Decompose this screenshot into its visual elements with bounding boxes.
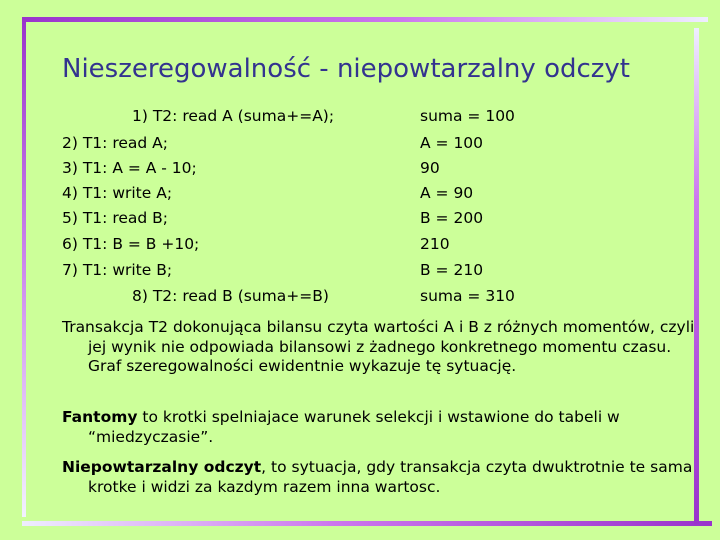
left-decorative-bar — [22, 17, 26, 517]
paragraph-niepowtarzalny-odczyt — [62, 458, 708, 497]
step-2-op: 2) T1: read A; — [62, 134, 168, 152]
step-6-value: 210 — [420, 235, 450, 253]
step-1-value: suma = 100 — [420, 107, 515, 125]
step-7-value: B = 210 — [420, 261, 484, 279]
paragraph-t2-explanation: Transakcja T2 dokonująca bilansu czyta wartości A i B z różnych momentów, czyli jej wynik nie odpowiada bilansowi z żadnego konkretnego momentu czasu. Graf szeregowalności ewidentnie wykazuje tę sytuację. — [62, 318, 695, 375]
step-8-op: 8) T2: read B (suma+=B) — [132, 287, 329, 305]
slide-title: Nieszeregowalność - niepowtarzalny odczyt — [62, 54, 631, 84]
fantomy-definition: to krotki spelniajace warunek selekcji i wstawione do tabeli w “miedzyczasie”. — [88, 408, 620, 446]
step-4-value: A = 90 — [420, 184, 474, 202]
niepowtarzalny-odczyt-definition: , to sytuacja, gdy transakcja czyta dwuktrotnie te sama krotke i widzi za kazdym razem inna wartosc. — [88, 458, 693, 496]
right-decorative-bar — [694, 28, 699, 524]
step-8-value: suma = 310 — [420, 287, 515, 305]
paragraph-fantomy — [62, 408, 708, 447]
step-7-op: 7) T1: write B; — [62, 261, 173, 279]
step-6-op: 6) T1: B = B +10; — [62, 235, 200, 253]
top-decorative-bar — [22, 17, 708, 22]
step-2-value: A = 100 — [420, 134, 484, 152]
step-4-op: 4) T1: write A; — [62, 184, 173, 202]
step-1-op: 1) T2: read A (suma+=A); — [132, 107, 335, 125]
term-niepowtarzalny-odczyt: Niepowtarzalny odczyt — [62, 458, 262, 476]
step-5-op: 5) T1: read B; — [62, 209, 169, 227]
step-3-value: 90 — [420, 159, 440, 177]
bottom-decorative-bar — [22, 521, 712, 526]
term-fantomy: Fantomy — [62, 408, 138, 426]
step-3-op: 3) T1: A = A - 10; — [62, 159, 197, 177]
step-5-value: B = 200 — [420, 209, 484, 227]
